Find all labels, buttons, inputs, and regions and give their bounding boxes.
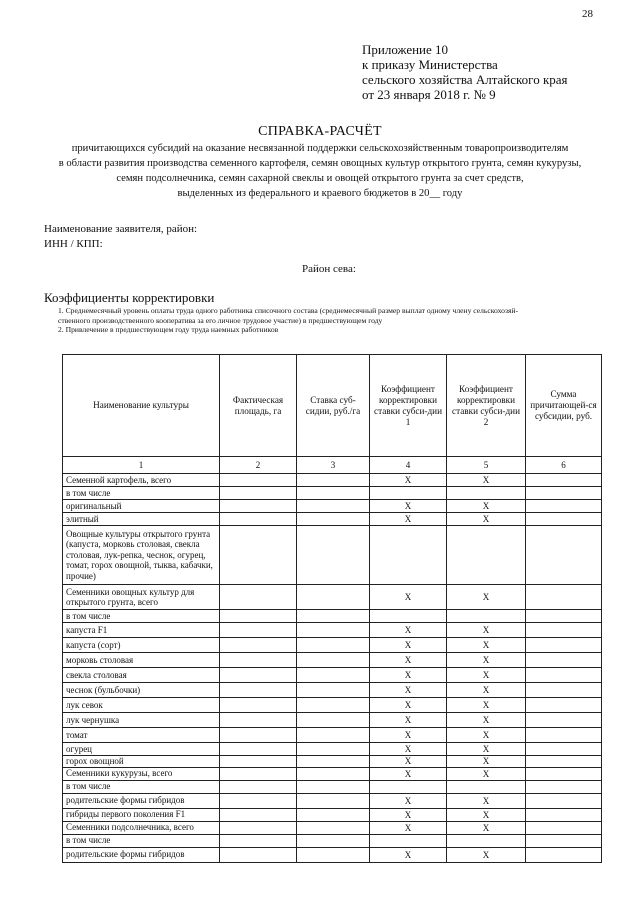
coefficient-2-cell: X: [447, 713, 526, 728]
table-row: [63, 780, 602, 793]
area-cell: [220, 487, 297, 500]
crop-name-cell: горох овощной: [63, 756, 220, 768]
coefficients-heading: Коэффициенты корректировки: [44, 290, 215, 305]
subsidy-sum-cell: [526, 585, 602, 610]
coefficient-2-cell: X: [447, 698, 526, 713]
district-label: Район сева:: [302, 263, 356, 275]
inn-kpp-label: ИНН / КПП:: [44, 238, 103, 250]
subsidy-sum-cell: [526, 623, 602, 638]
table-row: [63, 585, 602, 610]
area-cell: [220, 780, 297, 793]
area-cell: [220, 638, 297, 653]
table-row: [63, 623, 602, 638]
column-number: 6: [526, 457, 602, 474]
coefficient-1-cell: X: [370, 698, 447, 713]
table-row: [63, 821, 602, 834]
coefficient-2-cell: X: [447, 513, 526, 526]
area-cell: [220, 821, 297, 834]
rate-cell: [297, 513, 370, 526]
coefficient-1-cell: X: [370, 623, 447, 638]
rate-cell: [297, 834, 370, 847]
subsidy-sum-cell: [526, 767, 602, 780]
crop-name-cell: в том числе: [63, 487, 220, 500]
crop-name-cell: чеснок (бульбочки): [63, 683, 220, 698]
area-cell: [220, 526, 297, 585]
coefficient-2-cell: X: [447, 728, 526, 743]
coefficient-1-cell: X: [370, 728, 447, 743]
coefficient-1-cell: X: [370, 821, 447, 834]
area-cell: [220, 728, 297, 743]
coefficient-1-cell: X: [370, 474, 447, 487]
subsidy-sum-cell: [526, 808, 602, 821]
rate-cell: [297, 638, 370, 653]
subsidy-sum-cell: [526, 638, 602, 653]
coefficient-item: ственного производственного кооператива за его личное трудовое участие) в предшествующем году: [58, 315, 383, 325]
rate-cell: [297, 713, 370, 728]
rate-cell: [297, 793, 370, 808]
crop-name-cell: капуста (сорт): [63, 638, 220, 653]
area-cell: [220, 668, 297, 683]
coefficient-1-cell: X: [370, 847, 447, 862]
area-cell: [220, 847, 297, 862]
coefficient-1-cell: X: [370, 767, 447, 780]
table-row: [63, 743, 602, 756]
coefficient-1-cell: [370, 487, 447, 500]
table-row: [63, 808, 602, 821]
area-cell: [220, 834, 297, 847]
applicant-block: [44, 222, 197, 252]
rate-cell: [297, 623, 370, 638]
subsidy-sum-cell: [526, 847, 602, 862]
crop-name-cell: родительские формы гибридов: [63, 793, 220, 808]
coefficient-2-cell: [447, 780, 526, 793]
subtitle-line: в области развития производства семенного картофеля, семян овощных культур открытого грунта, семян кукурузы,: [58, 158, 582, 169]
crop-name-cell: лук севок: [63, 698, 220, 713]
crop-name-cell: в том числе: [63, 610, 220, 623]
coefficient-2-cell: X: [447, 474, 526, 487]
subsidy-table: [62, 354, 602, 863]
subsidy-sum-cell: [526, 834, 602, 847]
coefficient-1-cell: X: [370, 638, 447, 653]
crop-name-cell: гибриды первого поколения F1: [63, 808, 220, 821]
area-cell: [220, 743, 297, 756]
coefficient-2-cell: [447, 834, 526, 847]
crop-name-cell: родительские формы гибридов: [63, 847, 220, 862]
coefficient-item: 2. Привлечение в предшествующем году труда наемных работников: [58, 325, 279, 335]
appendix-block: [362, 42, 568, 102]
crop-name-cell: в том числе: [63, 834, 220, 847]
crop-name-cell: в том числе: [63, 780, 220, 793]
subsidy-sum-cell: [526, 743, 602, 756]
coefficient-2-cell: X: [447, 767, 526, 780]
header-coefficient-2: Коэффициент корректировки ставки субси-дии 2: [447, 355, 526, 457]
crop-name-cell: Овощные культуры открытого грунта (капуста, морковь столовая, свекла столовая, лук-репка, чеснок, огурец, томат, горох овощной, тыква, кабачки, прочие): [63, 526, 220, 585]
rate-cell: [297, 780, 370, 793]
coefficient-1-cell: X: [370, 585, 447, 610]
crop-name-cell: оригинальный: [63, 500, 220, 513]
rate-cell: [297, 500, 370, 513]
coefficient-1-cell: X: [370, 756, 447, 768]
area-cell: [220, 623, 297, 638]
area-cell: [220, 474, 297, 487]
coefficient-item: 1. Среднемесячный уровень оплаты труда одного работника списочного состава (среднемесячный размер выплат одному члену сельскохозяй-: [58, 306, 519, 315]
table-row: [63, 767, 602, 780]
table-row: [63, 834, 602, 847]
appendix-line: сельского хозяйства Алтайского края: [362, 72, 568, 87]
area-cell: [220, 610, 297, 623]
coefficient-2-cell: X: [447, 743, 526, 756]
column-numbers-row: [63, 457, 602, 474]
column-number: 2: [220, 457, 297, 474]
rate-cell: [297, 585, 370, 610]
area-cell: [220, 808, 297, 821]
coefficient-2-cell: X: [447, 653, 526, 668]
table-row: [63, 728, 602, 743]
rate-cell: [297, 808, 370, 821]
appendix-line: Приложение 10: [362, 42, 449, 57]
table-row: [63, 513, 602, 526]
rate-cell: [297, 683, 370, 698]
coefficient-1-cell: X: [370, 713, 447, 728]
subsidy-sum-cell: [526, 668, 602, 683]
coefficient-1-cell: X: [370, 793, 447, 808]
crop-name-cell: Семенники подсолнечника, всего: [63, 821, 220, 834]
appendix-line: от 23 января 2018 г. № 9: [362, 87, 496, 102]
crop-name-cell: лук чернушка: [63, 713, 220, 728]
subsidy-sum-cell: [526, 513, 602, 526]
area-cell: [220, 756, 297, 768]
header-crop-name: Наименование культуры: [63, 355, 220, 457]
coefficient-2-cell: X: [447, 793, 526, 808]
subsidy-sum-cell: [526, 526, 602, 585]
subsidy-sum-cell: [526, 780, 602, 793]
subsidy-sum-cell: [526, 683, 602, 698]
table-row: [63, 610, 602, 623]
coefficient-2-cell: X: [447, 847, 526, 862]
rate-cell: [297, 821, 370, 834]
coefficient-1-cell: X: [370, 500, 447, 513]
table-row: [63, 500, 602, 513]
area-cell: [220, 767, 297, 780]
table-row: [63, 713, 602, 728]
area-cell: [220, 585, 297, 610]
coefficient-1-cell: X: [370, 683, 447, 698]
applicant-name-label: Наименование заявителя, район:: [44, 223, 198, 235]
subtitle-line: выделенных из федерального и краевого бюджетов в 20__ году: [177, 188, 463, 199]
crop-name-cell: томат: [63, 728, 220, 743]
coefficient-1-cell: [370, 526, 447, 585]
crop-name-cell: огурец: [63, 743, 220, 756]
rate-cell: [297, 653, 370, 668]
rate-cell: [297, 487, 370, 500]
rate-cell: [297, 847, 370, 862]
rate-cell: [297, 728, 370, 743]
coefficient-1-cell: X: [370, 808, 447, 821]
subsidy-sum-cell: [526, 756, 602, 768]
subtitle-line: причитающихся субсидий на оказание несвязанной поддержки сельскохозяйственным товаропроизводителям: [71, 143, 569, 154]
rate-cell: [297, 743, 370, 756]
coefficient-2-cell: X: [447, 585, 526, 610]
document-title: СПРАВКА-РАСЧЁТ: [258, 124, 382, 139]
column-number: 5: [447, 457, 526, 474]
table-row: [63, 487, 602, 500]
table-row: [63, 698, 602, 713]
crop-name-cell: Семенной картофель, всего: [63, 474, 220, 487]
column-number: 3: [297, 457, 370, 474]
coefficient-2-cell: X: [447, 756, 526, 768]
table-row: [63, 668, 602, 683]
coefficient-2-cell: X: [447, 683, 526, 698]
appendix-line: к приказу Министерства: [362, 57, 498, 72]
coefficient-1-cell: [370, 780, 447, 793]
coefficient-2-cell: X: [447, 821, 526, 834]
subtitle-line: семян подсолнечника, семян сахарной свеклы и овощей открытого грунта за счет средств,: [116, 173, 524, 184]
crop-name-cell: Семенники овощных культур для открытого грунта, всего: [63, 585, 220, 610]
area-cell: [220, 653, 297, 668]
crop-name-cell: элитный: [63, 513, 220, 526]
column-number: 4: [370, 457, 447, 474]
coefficient-2-cell: X: [447, 623, 526, 638]
subsidy-sum-cell: [526, 728, 602, 743]
subsidy-sum-cell: [526, 793, 602, 808]
area-cell: [220, 698, 297, 713]
page-number: 28: [582, 8, 593, 20]
table-row: [63, 526, 602, 585]
coefficient-2-cell: X: [447, 638, 526, 653]
crop-name-cell: капуста F1: [63, 623, 220, 638]
coefficient-1-cell: X: [370, 513, 447, 526]
rate-cell: [297, 610, 370, 623]
area-cell: [220, 513, 297, 526]
column-number: 1: [63, 457, 220, 474]
table-row: [63, 793, 602, 808]
coefficient-2-cell: X: [447, 668, 526, 683]
area-cell: [220, 793, 297, 808]
header-subsidy-sum: Сумма причитающей-ся субсидии, руб.: [526, 355, 602, 457]
subsidy-sum-cell: [526, 698, 602, 713]
table-row: [63, 638, 602, 653]
table-row: [63, 847, 602, 862]
coefficient-2-cell: [447, 487, 526, 500]
rate-cell: [297, 668, 370, 683]
coefficient-1-cell: [370, 834, 447, 847]
coefficient-2-cell: [447, 610, 526, 623]
coefficient-1-cell: X: [370, 668, 447, 683]
subsidy-sum-cell: [526, 610, 602, 623]
rate-cell: [297, 526, 370, 585]
table-row: [63, 756, 602, 768]
header-rate: Ставка суб-сидии, руб./га: [297, 355, 370, 457]
coefficients-list: [58, 306, 618, 335]
subsidy-sum-cell: [526, 487, 602, 500]
subsidy-sum-cell: [526, 474, 602, 487]
rate-cell: [297, 756, 370, 768]
table-row: [63, 474, 602, 487]
subsidy-sum-cell: [526, 653, 602, 668]
coefficient-2-cell: X: [447, 500, 526, 513]
crop-name-cell: морковь столовая: [63, 653, 220, 668]
area-cell: [220, 683, 297, 698]
area-cell: [220, 500, 297, 513]
coefficient-1-cell: X: [370, 653, 447, 668]
header-coefficient-1: Коэффициент корректировки ставки субси-дии 1: [370, 355, 447, 457]
subsidy-sum-cell: [526, 821, 602, 834]
rate-cell: [297, 698, 370, 713]
subsidy-sum-cell: [526, 713, 602, 728]
area-cell: [220, 713, 297, 728]
crop-name-cell: свекла столовая: [63, 668, 220, 683]
coefficient-2-cell: [447, 526, 526, 585]
coefficient-2-cell: X: [447, 808, 526, 821]
subsidy-sum-cell: [526, 500, 602, 513]
coefficient-1-cell: [370, 610, 447, 623]
rate-cell: [297, 767, 370, 780]
header-area: Фактическая площадь, га: [220, 355, 297, 457]
table-row: [63, 653, 602, 668]
rate-cell: [297, 474, 370, 487]
document-subtitle: [20, 141, 620, 201]
coefficient-1-cell: X: [370, 743, 447, 756]
crop-name-cell: Семенники кукурузы, всего: [63, 767, 220, 780]
table-row: [63, 683, 602, 698]
